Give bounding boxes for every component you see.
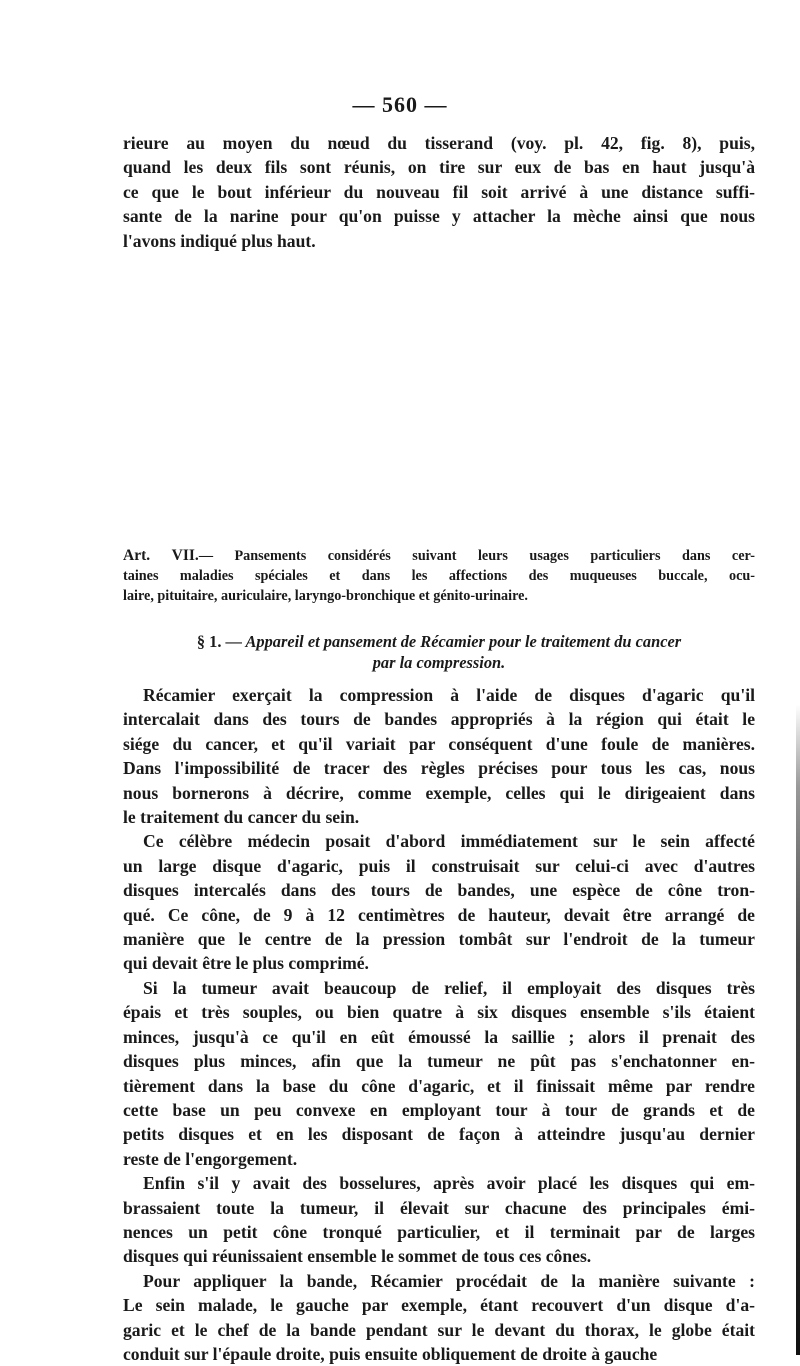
text-line: siége du cancer, et qu'il variait par conséquent d'une foule de manières. [123,733,755,754]
text-line: nences un petit cône tronqué particulier, et il terminait par de larges [123,1221,755,1242]
text-line: minces, jusqu'à ce qu'il en eût émoussé la saillie ; alors il prenait des [123,1026,755,1047]
text-line: l'avons indiqué plus haut. [123,230,316,251]
text-line: rieure au moyen du nœud du tisserand (voy. pl. 42, fig. 8), puis, [123,133,755,153]
text-line: conduit sur l'épaule droite, puis ensuite obliquement de droite à gauche [123,1343,658,1364]
text-line: garic et le chef de la bande pendant sur le devant du thorax, le globe était [123,1319,755,1340]
section-line [123,631,755,652]
text-line: qué. Ce cône, de 9 à 12 centimètres de hauteur, devait être arrangé de [123,904,755,925]
paragraph-1 [123,683,755,1366]
text-line: épais et très souples, ou bien quatre à six disques ensemble s'ils étaient [123,1002,755,1023]
text-line: quand les deux fils sont réunis, on tire sur eux de bas en haut jusqu'à [123,157,755,178]
text-line: cette base un peu convexe en employant tour à tour de grands et de [123,1099,755,1120]
text-line: Si la tumeur avait beaucoup de relief, il employait des disques très [143,977,755,998]
text-line: le traitement du cancer du sein. [123,807,360,828]
article-label: Art. VII. [123,547,199,564]
text-line: petits disques et en les disposant de façon à atteindre jusqu'au dernier [123,1124,755,1145]
text-line: sante de la narine pour qu'on puisse y attacher la mèche ainsi que nous [123,206,755,227]
text-line: qui devait être le plus comprimé. [123,953,369,974]
text-line: Ce célèbre médecin posait d'abord immédiatement sur le sein affecté [143,831,755,852]
article-line: taines maladies spéciales et dans les affections des muqueuses buccale, ocu- [123,568,755,584]
section-label: § 1. [196,632,222,651]
text-line: Enfin s'il y avait des bosselures, après avoir placé les disques qui em- [143,1173,755,1194]
article-title-text: — Pansements considérés suivant leurs usages particuliers dans cer- [198,548,755,564]
section-title-text: — Appareil et pansement de Récamier pour le traitement du cancer [225,632,682,651]
text-line: Pour appliquer la bande, Récamier procédait de la manière suivante : [143,1270,755,1291]
text-line: Le sein malade, le gauche par exemple, étant recouvert d'un disque d'a- [123,1295,755,1316]
text-line: reste de l'engorgement. [123,1148,298,1169]
article-line [123,546,755,566]
text-line: tièrement dans la base du cône d'agaric, et il finissait même par rendre [123,1075,755,1096]
text-line: Dans l'impossibilité de tracer des règles précises pour tous les cas, nous [123,758,755,779]
page-edge-shadow [796,0,800,1355]
text-line: disques plus minces, afin que la tumeur ne pût pas s'enchatonner en- [123,1051,755,1072]
article-line: laire, pituitaire, auriculaire, laryngo-bronchique et génito-urinaire. [123,588,528,604]
text-line: disques qui réunissaient ensemble le sommet de tous ces cônes. [123,1246,592,1267]
text-line: ce que le bout inférieur du nouveau fil soit arrivé à une distance suffi- [123,181,755,202]
article-heading [123,546,755,606]
section-line: par la compression. [372,653,506,672]
text-line: un large disque d'agaric, puis il construisait sur celui-ci avec d'autres [123,855,755,876]
intro-paragraph [123,131,755,253]
text-line: intercalait dans des tours de bandes appropriés à la région qui était le [123,709,755,730]
text-line: brassaient toute la tumeur, il élevait sur chacune des principales émi- [123,1197,755,1218]
text-line: Récamier exerçait la compression à l'aide de disques d'agaric qu'il [143,685,755,705]
text-line: nous bornerons à décrire, comme exemple, celles qui le dirigeaient dans [123,782,755,803]
page-number: — 560 — [352,92,448,117]
text-line: manière que le centre de la pression tombât sur l'endroit de la tumeur [123,929,755,950]
section-heading [123,631,755,673]
text-line: disques intercalés dans des tours de bandes, une espèce de cône tron- [123,880,755,901]
